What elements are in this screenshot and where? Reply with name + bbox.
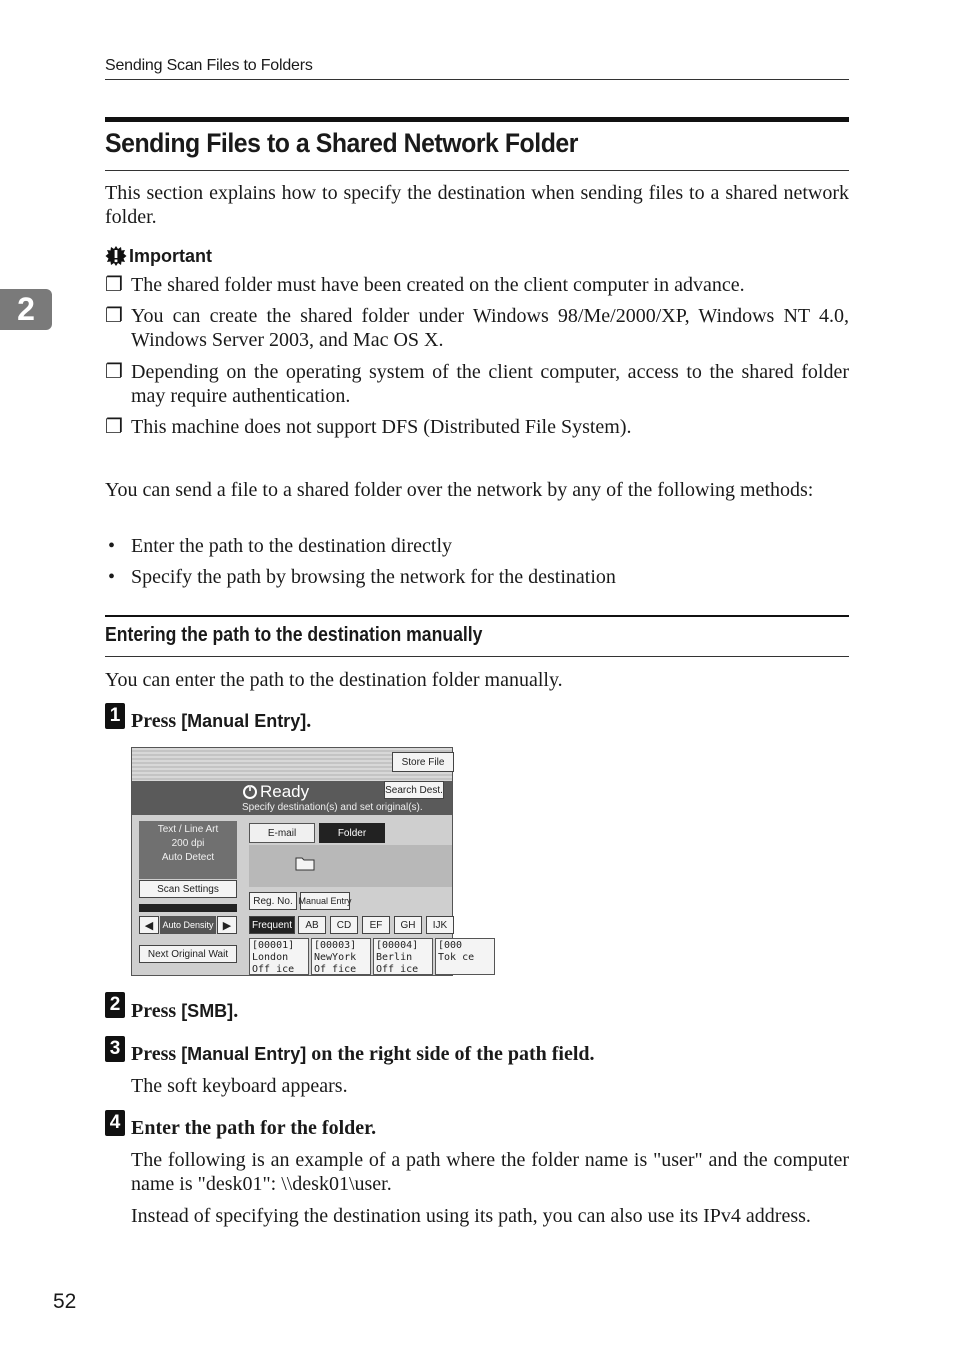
- index-tab-ijk[interactable]: IJK: [426, 916, 454, 934]
- step-instruction: [131, 1000, 238, 1023]
- index-tab-cd[interactable]: CD: [330, 916, 358, 934]
- title-rule-top: [105, 117, 849, 122]
- destination-id: [00003]: [314, 940, 357, 951]
- method-item-text: Enter the path to the destination directly: [131, 535, 453, 557]
- step-number-badge: 4: [105, 1110, 125, 1136]
- scan-settings-button[interactable]: Scan Settings: [139, 880, 237, 898]
- step-instruction: [131, 1117, 376, 1140]
- step-text: Press: [131, 1043, 182, 1065]
- tab-folder[interactable]: Folder: [319, 823, 385, 843]
- step-text: Enter the path for the folder.: [131, 1117, 377, 1139]
- search-dest-button[interactable]: Search Dest.: [384, 781, 444, 799]
- step-note: Instead of specifying the destination using its path, you can also use its IPv4 address.: [131, 1205, 811, 1227]
- method-item: [105, 534, 849, 558]
- folder-area: [249, 845, 452, 887]
- ready-icon: [242, 784, 258, 800]
- store-file-button[interactable]: Store File: [392, 752, 454, 772]
- destination-name: Tok ce: [438, 952, 475, 963]
- checkbox-icon: ❐: [105, 305, 123, 327]
- step-number-badge: 2: [105, 992, 125, 1018]
- step-instruction: [131, 1043, 595, 1066]
- ready-status: [242, 782, 309, 802]
- step-text: on the right side of the path field.: [306, 1043, 595, 1065]
- ready-text: Ready: [260, 782, 310, 801]
- scan-mode-line: Auto Detect: [161, 852, 215, 863]
- density-slider[interactable]: [139, 904, 237, 912]
- important-heading: [105, 245, 212, 267]
- scan-mode-line: Text / Line Art: [157, 824, 219, 835]
- important-item: [105, 360, 849, 408]
- bullet-icon: •: [108, 566, 116, 588]
- ready-subtext: Specify destination(s) and set original(s).: [242, 802, 423, 813]
- important-icon: [105, 245, 127, 267]
- subsection-rule-bottom: [105, 656, 849, 657]
- important-item-text: Depending on the operating system of the client computer, access to the shared folder may require authentication.: [131, 361, 849, 407]
- destination-key[interactable]: [435, 938, 495, 975]
- density-left-button[interactable]: ◀: [139, 916, 159, 934]
- subsection-intro: You can enter the path to the destination folder manually.: [105, 669, 563, 691]
- destination-key[interactable]: [249, 938, 309, 975]
- index-tab-ab[interactable]: AB: [298, 916, 326, 934]
- chapter-tab: 2: [0, 289, 52, 330]
- scan-mode-panel: [139, 821, 237, 879]
- auto-density-label: Auto Density: [160, 916, 216, 934]
- step-text: Press: [131, 1000, 182, 1022]
- destination-id: [00001]: [252, 940, 295, 951]
- checkbox-icon: ❐: [105, 274, 123, 296]
- folder-icon: [295, 855, 315, 871]
- important-item: [105, 273, 849, 297]
- density-right-button[interactable]: ▶: [217, 916, 237, 934]
- scan-mode-line: 200 dpi: [171, 838, 205, 849]
- destination-id: [00004]: [376, 940, 419, 951]
- step-instruction: [131, 710, 311, 733]
- header-rule: [105, 79, 849, 80]
- index-tab-frequent[interactable]: Frequent: [249, 916, 295, 934]
- step-note: The following is an example of a path where the folder name is "user" and the computer name is "desk01": \\desk01\user.: [131, 1149, 849, 1195]
- ui-key-name: [Manual Entry]: [181, 711, 307, 731]
- destination-name: NewYork Of fice: [314, 952, 357, 975]
- step-text: .: [233, 1000, 239, 1022]
- subsection-title: Entering the path to the destination manually: [105, 624, 483, 646]
- step-text: Press: [131, 710, 182, 732]
- index-tab-gh[interactable]: GH: [394, 916, 422, 934]
- page-title: Sending Files to a Shared Network Folder: [105, 128, 578, 158]
- destination-name: Berlin Off ice: [376, 952, 419, 975]
- reg-no-button[interactable]: Reg. No.: [249, 892, 297, 910]
- destination-key[interactable]: [373, 938, 433, 975]
- important-item: [105, 304, 849, 352]
- ui-key-name: [Manual Entry]: [181, 1044, 307, 1064]
- important-item-text: The shared folder must have been created on the client computer in advance.: [131, 274, 745, 296]
- step-number-badge: 3: [105, 1036, 125, 1062]
- step-note: The soft keyboard appears.: [131, 1075, 348, 1097]
- title-rule-bottom: [105, 170, 849, 171]
- subsection-rule-top: [105, 615, 849, 617]
- index-tab-ef[interactable]: EF: [362, 916, 390, 934]
- destination-key[interactable]: [311, 938, 371, 975]
- ui-key-name: [SMB]: [181, 1001, 234, 1021]
- bullet-icon: •: [108, 535, 116, 557]
- destination-name: London Off ice: [252, 952, 295, 975]
- important-item: [105, 415, 849, 439]
- method-item-text: Specify the path by browsing the network for the destination: [131, 566, 616, 588]
- manual-entry-button[interactable]: Manual Entry: [300, 892, 350, 910]
- tab-email[interactable]: E-mail: [249, 823, 315, 843]
- important-label: Important: [129, 245, 212, 266]
- next-original-button[interactable]: Next Original Wait: [139, 945, 237, 963]
- step-text: .: [306, 710, 312, 732]
- control-panel-screenshot: [131, 747, 475, 976]
- method-item: [105, 565, 849, 589]
- checkbox-icon: ❐: [105, 416, 123, 438]
- step-number-badge: 1: [105, 703, 125, 729]
- important-item-text: This machine does not support DFS (Distributed File System).: [131, 416, 632, 438]
- intro-paragraph: This section explains how to specify the destination when sending files to a shared network folder.: [105, 182, 849, 228]
- destination-id: [000: [438, 940, 463, 951]
- checkbox-icon: ❐: [105, 361, 123, 383]
- methods-intro: You can send a file to a shared folder over the network by any of the following methods:: [105, 479, 814, 501]
- page-number: 52: [53, 1290, 77, 1313]
- running-header: Sending Scan Files to Folders: [105, 57, 313, 74]
- important-item-text: You can create the shared folder under Windows 98/Me/2000/XP, Windows NT 4.0, Windows Server 2003, and Mac OS X.: [131, 305, 849, 351]
